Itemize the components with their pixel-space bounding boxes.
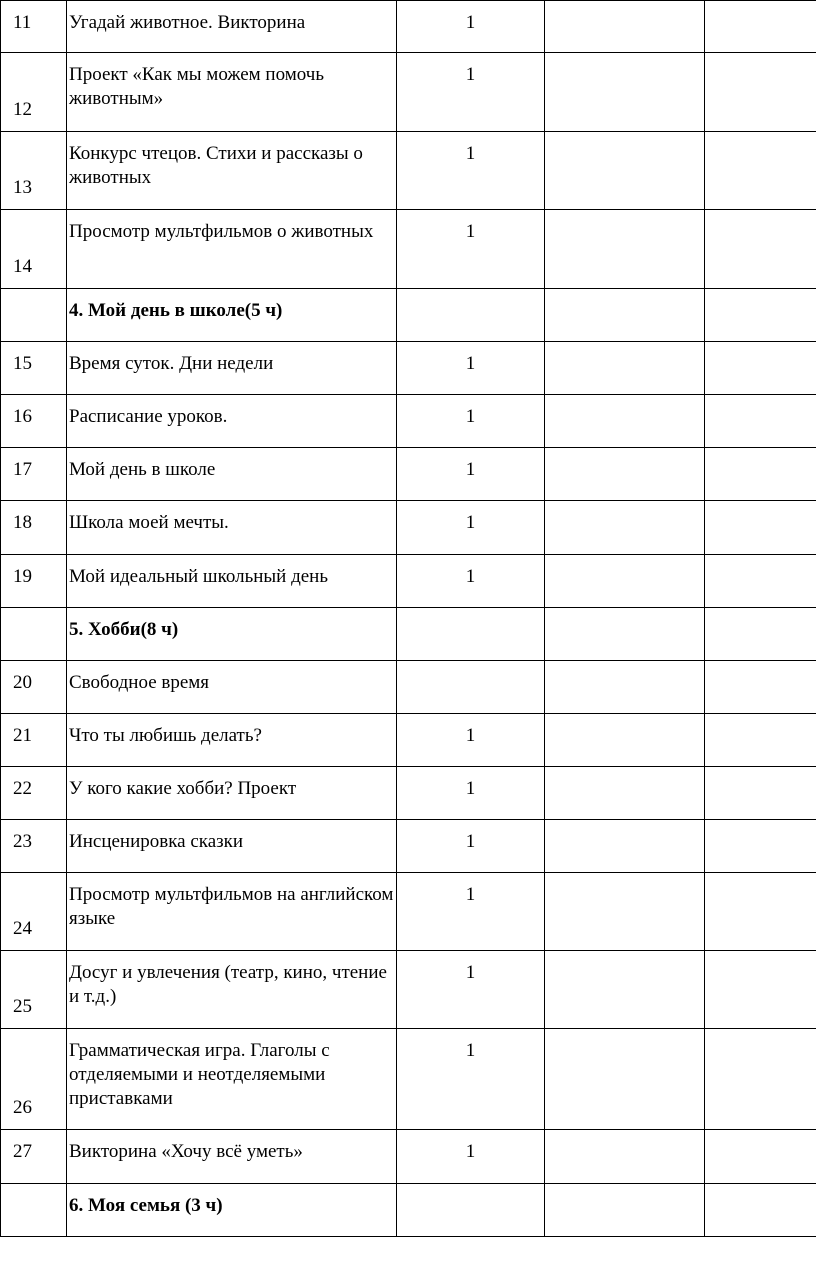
lesson-number-cell [1,555,67,608]
table-row [1,555,816,608]
date-fact-cell [705,395,816,448]
table-row [1,210,816,289]
lesson-number-cell [1,395,67,448]
lesson-number: 22 [13,778,32,799]
lesson-topic: Викторина «Хочу всё уметь» [67,1130,397,1184]
lesson-number: 24 [13,918,32,939]
date-plan-cell [545,873,705,951]
date-fact-cell [705,714,816,767]
lesson-topic: Расписание уроков. [67,395,397,448]
table-row [1,342,816,395]
lesson-number-cell [1,608,67,661]
lesson-number-cell [1,873,67,951]
lesson-topic: Мой идеальный школьный день [67,555,397,608]
date-plan-cell [545,1029,705,1130]
lesson-hours: 1 [397,714,545,767]
section-header-row [1,289,816,342]
lesson-number: 27 [13,1141,32,1162]
date-plan-cell [545,1130,705,1184]
lesson-topic: Школа моей мечты. [67,501,397,555]
lesson-topic: Грамматическая игра. Глаголы с отделяемыми и неотделяемыми приставками [67,1029,397,1130]
lesson-number: 11 [13,12,32,33]
date-plan-cell [545,448,705,501]
table-row [1,1,816,53]
lesson-number: 16 [13,406,32,427]
lesson-hours: 1 [397,873,545,951]
lesson-number: 15 [13,353,32,374]
date-fact-cell [705,1,816,53]
date-plan-cell [545,501,705,555]
lesson-topic: Угадай животное. Викторина [67,1,397,53]
date-plan-cell [545,342,705,395]
lesson-number-cell [1,210,67,289]
lesson-number: 12 [13,99,32,120]
lesson-number-cell [1,714,67,767]
lesson-topic: Свободное время [67,661,397,714]
lesson-number-cell [1,661,67,714]
lesson-hours: 1 [397,820,545,873]
date-fact-cell [705,1184,816,1237]
table-row [1,1130,816,1184]
lesson-number: 18 [13,512,32,533]
date-fact-cell [705,448,816,501]
table-row [1,501,816,555]
lesson-hours [397,661,545,714]
date-plan-cell [545,395,705,448]
lesson-number-cell [1,767,67,820]
lesson-number-cell [1,448,67,501]
section-title: 5. Хобби(8 ч) [67,608,397,661]
lesson-number-cell [1,342,67,395]
date-plan-cell [545,714,705,767]
lesson-topic: Просмотр мультфильмов на английском языке [67,873,397,951]
lesson-hours: 1 [397,1,545,53]
lesson-number: 19 [13,566,32,587]
lesson-topic: Конкурс чтецов. Стихи и рассказы о животных [67,132,397,210]
date-plan-cell [545,132,705,210]
lesson-number-cell [1,1,67,53]
date-fact-cell [705,608,816,661]
lesson-hours: 1 [397,395,545,448]
lesson-topic: Досуг и увлечения (театр, кино, чтение и т.д.) [67,951,397,1029]
lesson-number-cell [1,132,67,210]
lesson-number-cell [1,53,67,132]
table-row [1,873,816,951]
date-fact-cell [705,501,816,555]
date-fact-cell [705,873,816,951]
date-plan-cell [545,608,705,661]
table-row [1,820,816,873]
date-fact-cell [705,210,816,289]
lesson-topic: Проект «Как мы можем помочь животным» [67,53,397,132]
lesson-topic: У кого какие хобби? Проект [67,767,397,820]
date-fact-cell [705,1130,816,1184]
section-header-row [1,1184,816,1237]
date-plan-cell [545,53,705,132]
date-plan-cell [545,767,705,820]
lesson-hours: 1 [397,210,545,289]
lesson-topic: Просмотр мультфильмов о животных [67,210,397,289]
table-row [1,714,816,767]
section-title: 4. Мой день в школе(5 ч) [67,289,397,342]
lesson-number-cell [1,1184,67,1237]
lesson-number: 23 [13,831,32,852]
date-fact-cell [705,342,816,395]
date-fact-cell [705,132,816,210]
date-fact-cell [705,289,816,342]
date-fact-cell [705,951,816,1029]
lesson-hours [397,289,545,342]
date-fact-cell [705,767,816,820]
lesson-hours: 1 [397,501,545,555]
table-row [1,132,816,210]
lesson-number: 14 [13,256,32,277]
lesson-hours: 1 [397,53,545,132]
date-fact-cell [705,53,816,132]
lesson-number-cell [1,820,67,873]
table-row [1,661,816,714]
lesson-number: 21 [13,725,32,746]
lesson-number-cell [1,1029,67,1130]
date-fact-cell [705,555,816,608]
date-plan-cell [545,820,705,873]
lesson-hours: 1 [397,342,545,395]
lesson-hours: 1 [397,448,545,501]
lesson-number-cell [1,501,67,555]
lesson-hours: 1 [397,767,545,820]
lesson-number-cell [1,289,67,342]
lesson-plan-body [1,1,816,1237]
lesson-number: 13 [13,177,32,198]
lesson-number-cell [1,951,67,1029]
date-plan-cell [545,1184,705,1237]
date-plan-cell [545,289,705,342]
lesson-hours: 1 [397,1029,545,1130]
lesson-hours [397,608,545,661]
date-plan-cell [545,1,705,53]
lesson-hours [397,1184,545,1237]
lesson-hours: 1 [397,1130,545,1184]
section-title: 6. Моя семья (3 ч) [67,1184,397,1237]
date-fact-cell [705,820,816,873]
date-fact-cell [705,661,816,714]
lesson-topic: Что ты любишь делать? [67,714,397,767]
lesson-number: 26 [13,1097,32,1118]
date-plan-cell [545,951,705,1029]
lesson-number: 25 [13,996,32,1017]
lesson-topic: Инсценировка сказки [67,820,397,873]
lesson-topic: Время суток. Дни недели [67,342,397,395]
table-row [1,395,816,448]
table-row [1,1029,816,1130]
table-row [1,448,816,501]
lesson-hours: 1 [397,555,545,608]
date-plan-cell [545,210,705,289]
lesson-number-cell [1,1130,67,1184]
lesson-number: 20 [13,672,32,693]
table-row [1,53,816,132]
lesson-topic: Мой день в школе [67,448,397,501]
lesson-hours: 1 [397,951,545,1029]
date-plan-cell [545,555,705,608]
table-row [1,951,816,1029]
lesson-hours: 1 [397,132,545,210]
lesson-number: 17 [13,459,32,480]
date-fact-cell [705,1029,816,1130]
table-row [1,767,816,820]
section-header-row [1,608,816,661]
date-plan-cell [545,661,705,714]
